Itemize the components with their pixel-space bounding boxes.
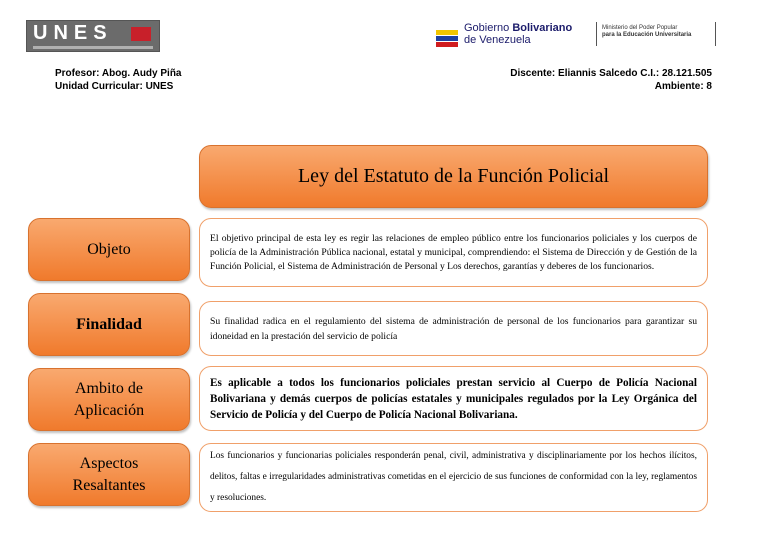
unes-logo [26,20,160,52]
logo-divider-right [715,22,716,46]
section-content: Es aplicable a todos los funcionarios policiales prestan servicio al Cuerpo de Policía Nacional Bolivariana y demás cuerpos de policías estatales y municipales regulados por la Ley Orgánica del Servicio de Policía y del Cuerpo de Policía Nacional Bolivariana. [210,376,697,421]
section-label: Objeto [87,240,131,258]
label-objeto [28,218,190,281]
ministry-text: Ministerio del Poder Popular para la Educación Universitaria [602,25,692,38]
content-ambito [199,366,708,431]
professor-name: Profesor: Abog. Audy Piña [55,68,182,79]
section-label: Ambito de Aplicación [73,379,145,419]
title-box [199,145,708,208]
gobierno-bolivariano-logo [436,20,718,52]
section-content: Su finalidad radica en el regulamiento del sistema de administración de personal de los funcionarios para garantizar su idoneidad en la prestación del servicio de policía [210,315,697,342]
page-title: Ley del Estatuto de la Función Policial [297,165,610,187]
header-left-info [55,67,182,93]
label-aspectos [28,443,190,506]
curricular-unit: Unidad Curricular: UNES [55,81,174,92]
section-label: Aspectos Resaltantes [72,454,146,494]
section-content: El objetivo principal de esta ley es regir las relaciones de empleo público entre los funcionarios policiales y los cuerpos de policía de la Administración Pública nacional, estatal y municipal, comprendiendo: el Sistema de Dirección y de Gestión de la Función Policial, el Sistema de Administración de Personal y Los derechos, garantías y deberes de los funcionarios. [210,232,697,272]
header-right-info [510,67,712,93]
student-name: Discente: Eliannis Salcedo C.I.: 28.121.505 [510,68,712,79]
logo-divider [596,22,597,46]
section-content: Los funcionarios y funcionarias policiales responderán penal, civil, administrativa y disciplinariamente por los hechos ilícitos, delitos, faltas e irregularidades administrativas cometidas en el ejercicio de sus funciones de conformidad con la ley, reglamentos y resoluciones. [210,451,697,503]
unes-flag-icon [131,27,151,41]
content-aspectos [199,443,708,512]
content-finalidad [199,301,708,356]
label-finalidad [28,293,190,356]
content-objeto [199,218,708,287]
ambiente: Ambiente: 8 [654,81,712,92]
section-label: Finalidad [76,315,142,333]
label-ambito [28,368,190,431]
unes-logo-text: UNES [33,22,113,44]
gobierno-logo-text: Gobierno Bolivariano de Venezuela [464,22,573,46]
unes-logo-subline [33,46,153,49]
venezuela-flag-icon [436,30,458,50]
